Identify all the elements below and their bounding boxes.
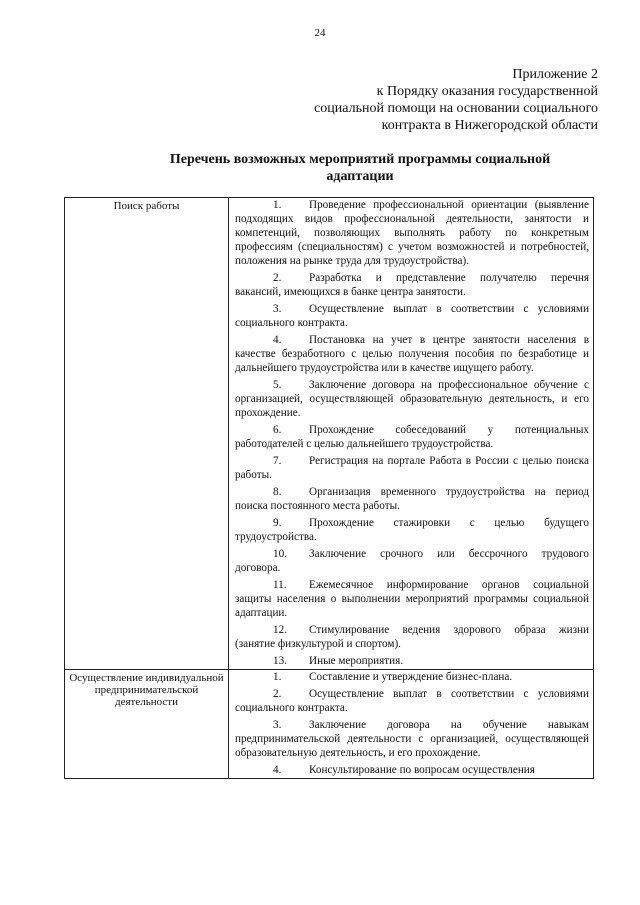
list-item xyxy=(235,423,589,451)
item-number: 1. xyxy=(273,199,282,211)
list-item xyxy=(235,516,589,544)
appendix-header xyxy=(268,66,598,134)
list-item xyxy=(235,198,589,268)
item-number: 13. xyxy=(273,655,287,667)
list-item xyxy=(235,547,589,575)
item-text: Проведение профессиональной ориентации (выявление подходящих видов профессиональной деятельности, занятости и компетенций, позволяющих выполнять работу по конкретным профессиям (специальностям) с учетом возможностей и потребностей, положения на рынке труда для трудоустройства). xyxy=(235,199,589,267)
list-item xyxy=(235,670,589,684)
list-item xyxy=(235,485,589,513)
item-text: Иные мероприятия. xyxy=(309,655,404,667)
item-text: Заключение срочного или бессрочного трудового договора. xyxy=(235,548,589,574)
item-number: 9. xyxy=(273,517,282,529)
item-number: 2. xyxy=(273,272,282,284)
item-text: Разработка и представление получателю перечня вакансий, имеющихся в банке центра занятости. xyxy=(235,272,589,298)
item-text: Консультирование по вопросам осуществления xyxy=(309,764,535,776)
table-row xyxy=(65,198,594,670)
item-number: 11. xyxy=(273,579,287,591)
list-item xyxy=(235,302,589,330)
list-item xyxy=(235,763,589,777)
measures-table xyxy=(64,197,594,779)
item-text: Осуществление выплат в соответствии с условиями социального контракта. xyxy=(235,688,589,714)
item-text: Постановка на учет в центре занятости населения в качестве безработного с целью получения пособия по безработице и дальнейшего трудоустройства или в качестве ищущего работу. xyxy=(235,334,589,374)
item-text: Заключение договора на профессиональное обучение с организацией, осуществляющей образовательную деятельность, и его прохождение. xyxy=(235,379,589,419)
list-item xyxy=(235,718,589,760)
appendix-line: к Порядку оказания государственной xyxy=(376,84,598,99)
list-item xyxy=(235,454,589,482)
appendix-line: социальной помощи на основании социального xyxy=(314,101,598,116)
list-item xyxy=(235,578,589,620)
item-number: 7. xyxy=(273,455,282,467)
item-text: Составление и утверждение бизнес-плана. xyxy=(309,671,513,683)
item-number: 4. xyxy=(273,334,282,346)
category-cell: Поиск работы xyxy=(65,198,229,670)
category-cell: Осуществление индивидуальной предпринимательской деятельности xyxy=(65,670,229,779)
list-item xyxy=(235,378,589,420)
appendix-line: контракта в Нижегородской области xyxy=(381,118,598,133)
item-number: 5. xyxy=(273,379,282,391)
measures-cell xyxy=(229,198,594,670)
list-item xyxy=(235,333,589,375)
list-item xyxy=(235,623,589,651)
item-text: Заключение договора на обучение навыкам предпринимательской деятельности с организацией, осуществляющей образовательную деятельность, и его прохождение. xyxy=(235,719,589,759)
item-number: 3. xyxy=(273,303,282,315)
item-number: 1. xyxy=(273,671,282,683)
item-number: 8. xyxy=(273,486,282,498)
item-text: Регистрация на портале Работа в России с целью поиска работы. xyxy=(235,455,589,481)
table-row xyxy=(65,670,594,779)
list-item xyxy=(235,654,589,668)
item-text: Стимулирование ведения здорового образа жизни (занятие физкультурой и спортом). xyxy=(235,624,589,650)
item-number: 4. xyxy=(273,764,282,776)
document-title xyxy=(60,151,640,185)
item-number: 3. xyxy=(273,719,282,731)
item-number: 2. xyxy=(273,688,282,700)
item-number: 10. xyxy=(273,548,287,560)
document-title-line: адаптации xyxy=(326,169,394,184)
item-number: 12. xyxy=(273,624,287,636)
list-item xyxy=(235,687,589,715)
item-number: 6. xyxy=(273,424,282,436)
item-text: Организация временного трудоустройства на период поиска постоянного места работы. xyxy=(235,486,589,512)
list-item xyxy=(235,271,589,299)
page-number: 24 xyxy=(314,27,326,39)
document-title-line: Перечень возможных мероприятий программы социальной xyxy=(169,152,551,167)
item-text: Ежемесячное информирование органов социальной защиты населения о выполнении мероприятий программы социальной адаптации. xyxy=(235,579,589,619)
measures-cell xyxy=(229,670,594,779)
item-text: Прохождение собеседований у потенциальных работодателей с целью дальнейшего трудоустройства. xyxy=(235,424,589,450)
item-text: Осуществление выплат в соответствии с условиями социального контракта. xyxy=(235,303,589,329)
appendix-line: Приложение 2 xyxy=(512,67,598,82)
item-text: Прохождение стажировки с целью будущего трудоустройства. xyxy=(235,517,589,543)
